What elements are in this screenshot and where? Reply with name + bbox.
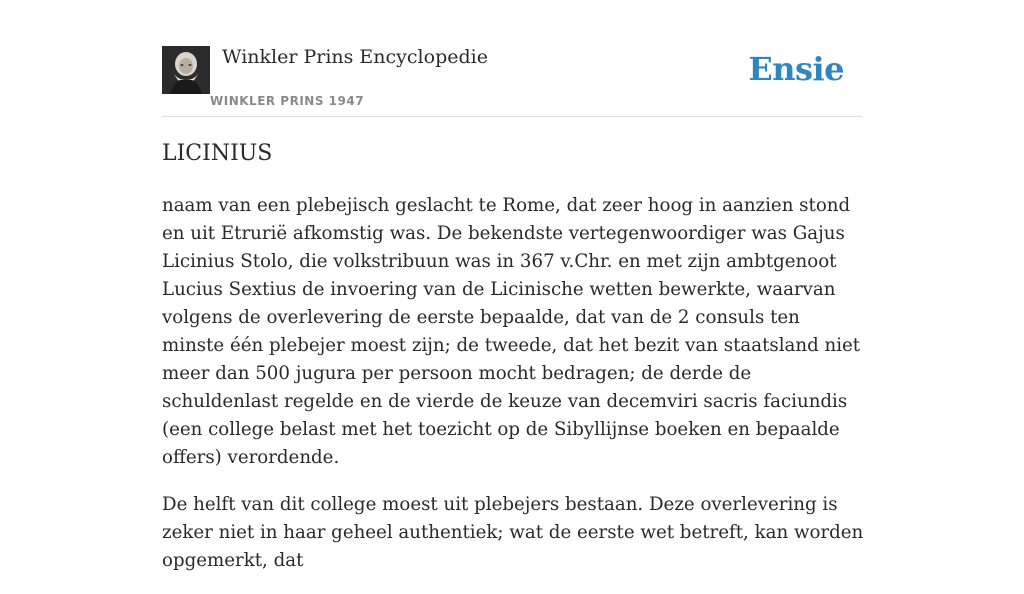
avatar[interactable] xyxy=(162,46,210,94)
article-paragraph: De helft van dit college moest uit plebejers bestaan. Deze overlevering is zeker niet in haar geheel authentiek; wat de eerste wet betreft, kan worden opgemerkt, dat xyxy=(162,494,864,571)
brand-logo[interactable]: Ensie xyxy=(748,50,844,88)
bearded-man-portrait-icon xyxy=(162,46,210,94)
site-header xyxy=(162,0,862,117)
article-body xyxy=(162,192,867,594)
site-title[interactable]: Winkler Prins Encyclopedie xyxy=(222,46,488,68)
article-paragraph: naam van een plebejisch geslacht te Rome, dat zeer hoog in aanzien stond en uit Etrurië afkomstig was. De bekendste vertegenwoordiger was Gajus Licinius Stolo, die volkstribuun was in 367 v.Chr. en met zijn ambtgenoot Lucius Sextius de invoering van de Licinische wetten bewerkte, waarvan volgens de overlevering de eerste bepaalde, dat van de 2 consuls ten minste één plebejer moest zijn; de tweede, dat het bezit van staatsland niet meer dan 500 jugura per persoon mocht bedragen; de derde de schuldenlast regelde en de vierde de keuze van decemviri sacris faciundis (een college belast met het toezicht op de Sibyllijnse boeken en bepaalde offers) verordende. xyxy=(162,195,861,468)
site-subtitle[interactable]: WINKLER PRINS 1947 xyxy=(210,94,365,108)
page-container xyxy=(162,0,864,571)
article-title: LICINIUS xyxy=(162,141,273,166)
